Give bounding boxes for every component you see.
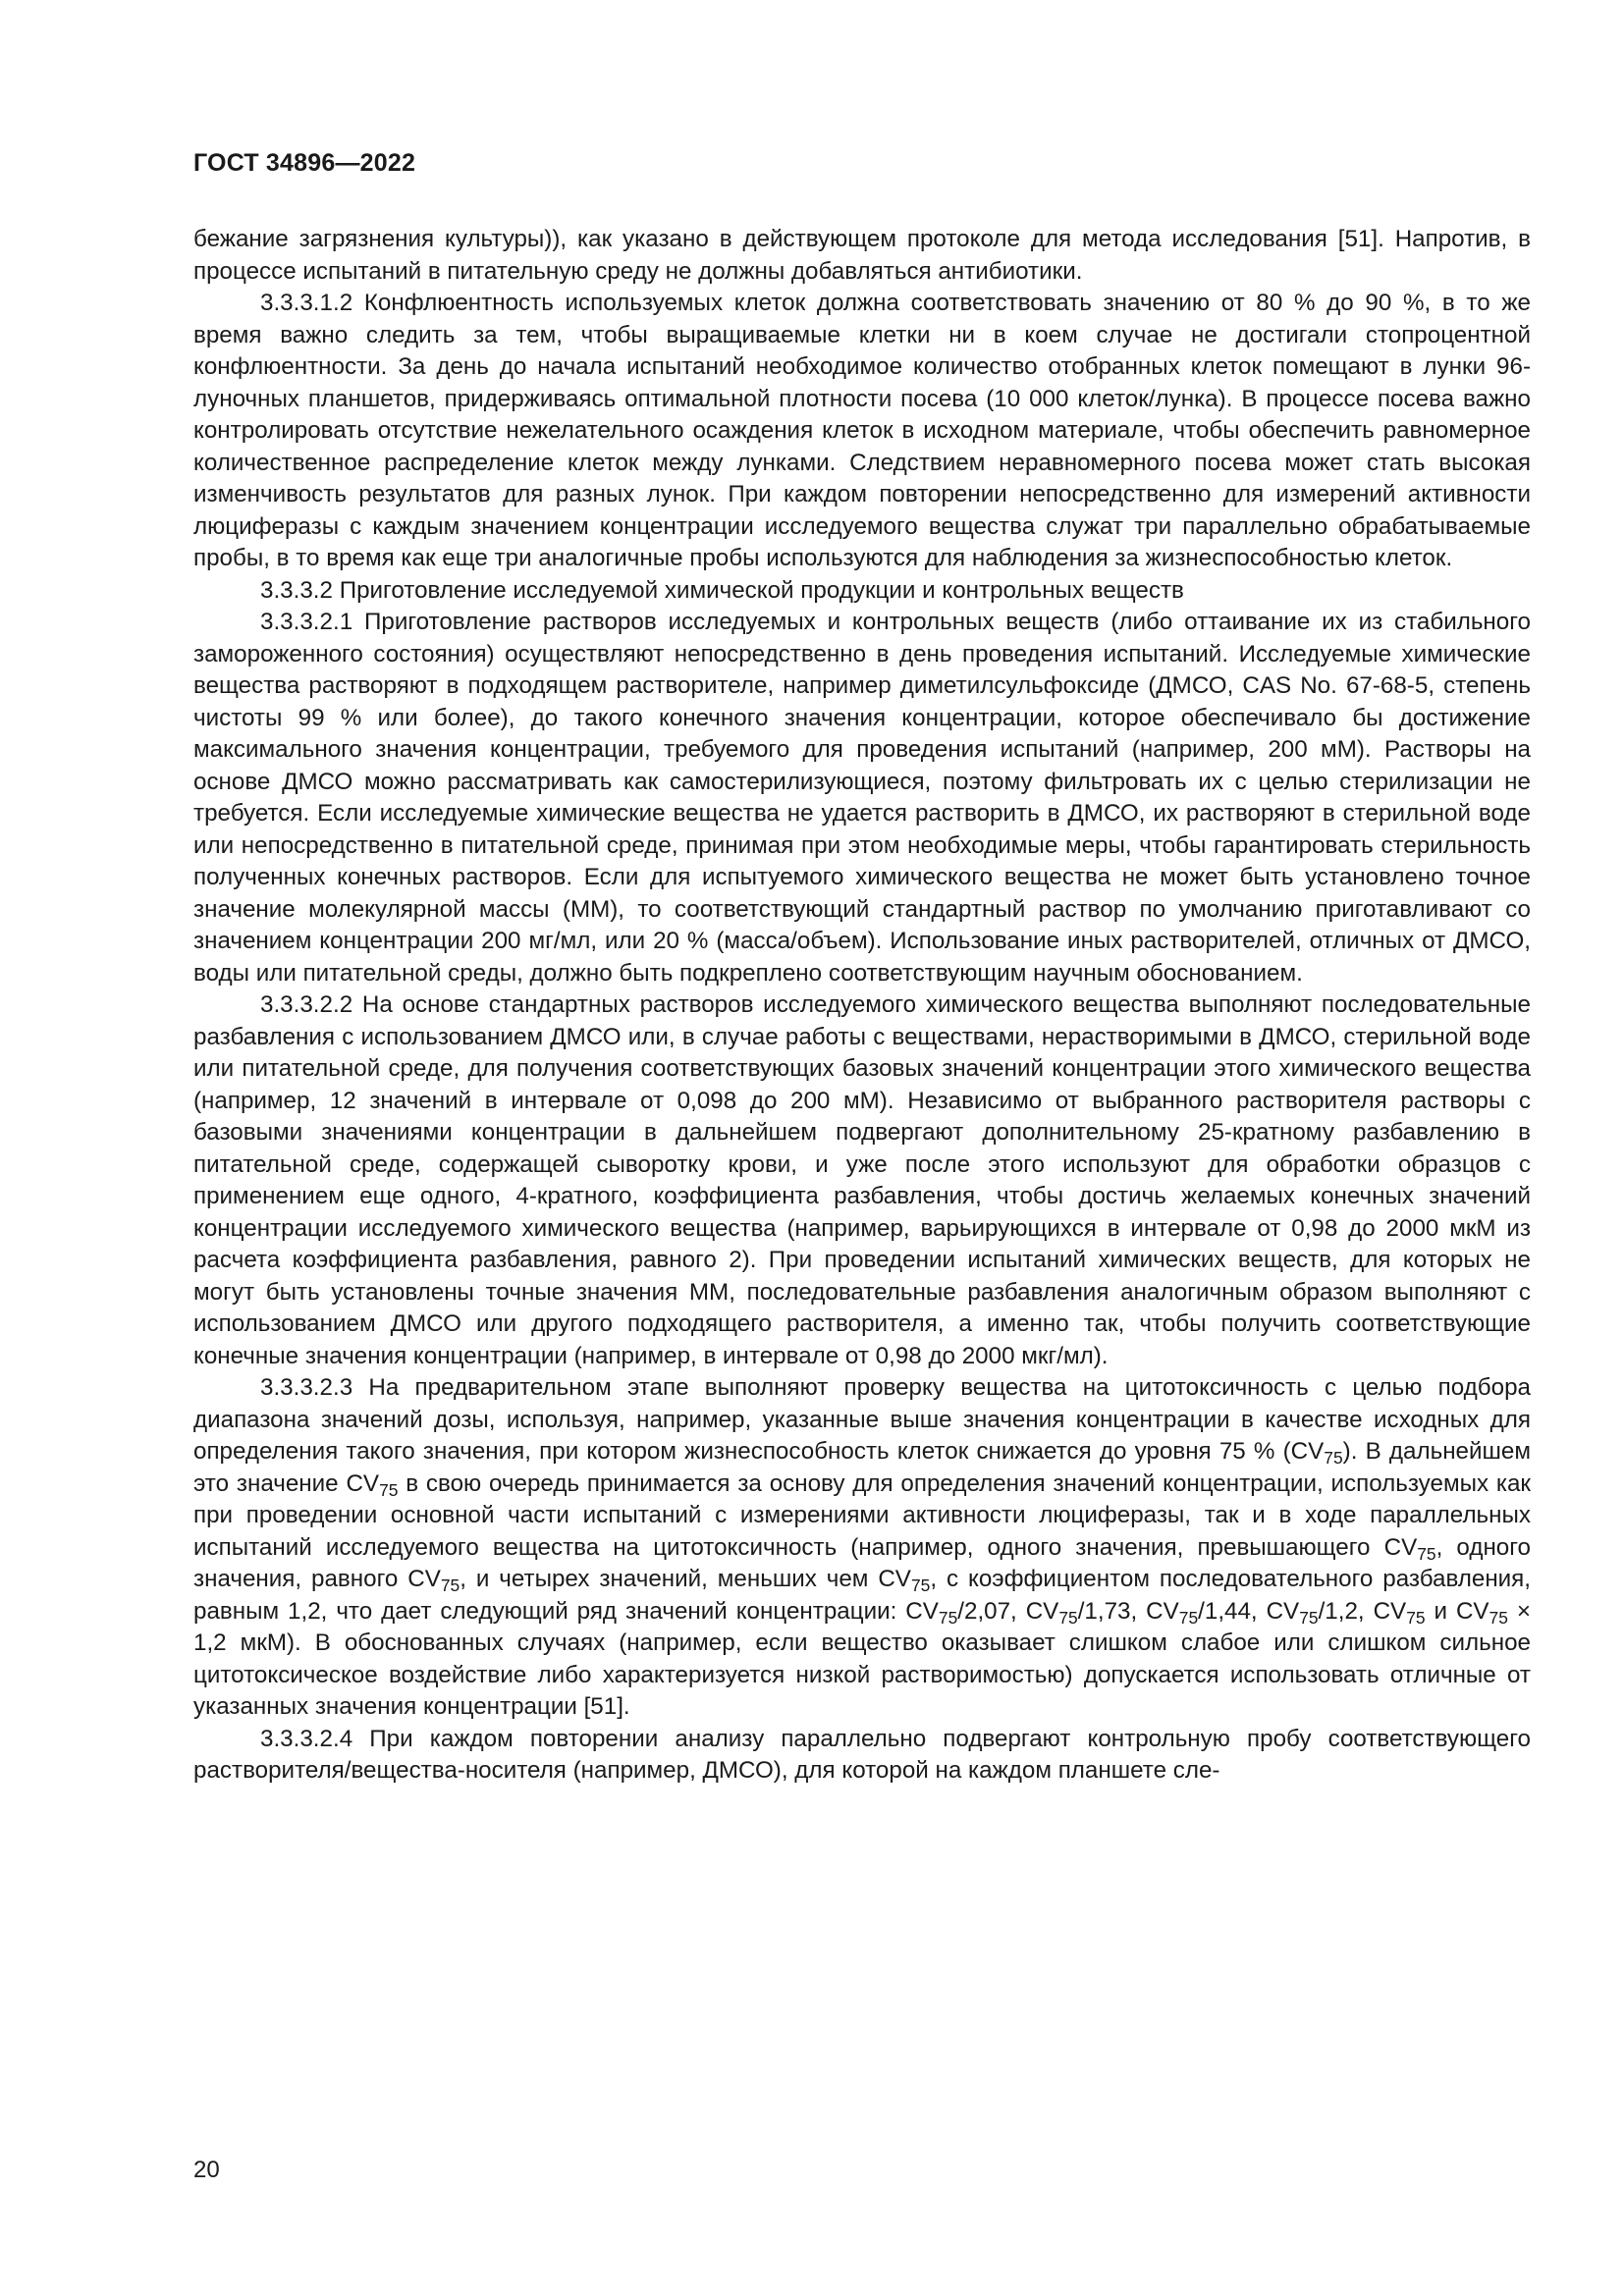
- text-segment: /2,07,: [957, 1597, 1026, 1625]
- document-body: [193, 224, 1531, 1788]
- paragraph-continuation: [193, 224, 1531, 288]
- text-segment: и: [1425, 1597, 1456, 1625]
- cv-subscript: 75: [440, 1575, 460, 1596]
- cv75-symbol: [346, 1469, 399, 1500]
- cv-label: CV: [407, 1566, 441, 1592]
- section-title: Приготовление исследуемой химической продукции и контрольных веществ: [339, 576, 1184, 604]
- cv-label: CV: [1383, 1533, 1418, 1561]
- page-number: 20: [193, 2157, 220, 2183]
- document-standard-id: ГОСТ 34896—2022: [193, 149, 416, 177]
- cv-label: CV: [1025, 1597, 1059, 1625]
- cv-subscript: 75: [938, 1607, 958, 1628]
- text-segment: /1,73,: [1077, 1597, 1147, 1625]
- paragraph-3-3-3-2-4: [193, 1724, 1531, 1788]
- paragraph-text: При каждом повторении анализу параллельно подвергают контрольную пробу соответствующего растворителя/вещества-носителя (например, ДМСО), для которой на каждом планшете сле-: [193, 1725, 1531, 1784]
- cv75-symbol: [1383, 1533, 1436, 1564]
- cv75-symbol: [905, 1597, 958, 1628]
- paragraph-number: 3.3.3.2.2: [260, 991, 353, 1018]
- cv-subscript: 75: [1406, 1607, 1426, 1628]
- paragraph-3-3-3-1-2: [193, 288, 1531, 575]
- section-number: 3.3.3.2: [260, 576, 333, 604]
- cv-label: CV: [1455, 1597, 1489, 1625]
- cv75-symbol: [407, 1566, 460, 1596]
- cv75-symbol: [1455, 1597, 1508, 1628]
- text-segment: × 1,2 мкМ). В обоснованных случаях (например, если вещество оказывает слишком слабое или слишком сильное цитотоксическое воздействие либо характеризуется низкой растворимостью) допускается использовать отличные от указанных значения концентрации [51].: [193, 1597, 1531, 1720]
- paragraph-3-3-3-2-3: [193, 1372, 1531, 1724]
- cv75-symbol: [1266, 1597, 1319, 1628]
- cv-subscript: 75: [1058, 1607, 1078, 1628]
- paragraph-text: Конфлюентность используемых клеток должна соответствовать значению от 80 % до 90 %, в то же время важно следить за тем, чтобы выращиваемые клетки ни в коем случае не достигали стопроцентной конфлюентности. За день до начала испытаний необходимое количество отобранных клеток помещают в лунки 96-луночных планшетов, придерживаясь оптимальной плотности посева (10 000 клеток/лунка). В процессе посева важно контролировать отсутствие нежелательного осаждения клеток в исходном материале, чтобы обеспечить равномерное количественное распределение клеток между лунками. Следствием неравномерного посева может стать высокая изменчивость результатов для разных лунок. При каждом повторении непосредственно для измерений активности люциферазы с каждым значением концентрации исследуемого вещества служат три параллельно обрабатываемые пробы, в то время как еще три аналогичные пробы используются для наблюдения за жизнеспособностью клеток.: [193, 290, 1531, 571]
- text-segment: в свою очередь принимается за основу для определения значений концентрации, используемых как при проведении основной части испытаний с измерениями активности люциферазы, так и в ходе параллельных испытаний исследуемого вещества на цитотоксичность (например, одного значения, превышающего: [193, 1469, 1532, 1561]
- text-segment: /1,2,: [1318, 1597, 1374, 1625]
- cv75-symbol: [1290, 1438, 1343, 1468]
- paragraph-3-3-3-2-2: [193, 989, 1531, 1372]
- cv-subscript: 75: [379, 1479, 399, 1500]
- cv-subscript: 75: [1299, 1607, 1319, 1628]
- paragraph-number: 3.3.3.2.1: [260, 609, 353, 635]
- cv-label: CV: [1373, 1597, 1407, 1625]
- cv-subscript: 75: [1178, 1607, 1199, 1628]
- paragraph-number: 3.3.3.1.2: [260, 290, 353, 316]
- cv75-symbol: [1146, 1597, 1199, 1628]
- cv-subscript: 75: [1489, 1607, 1508, 1628]
- text-segment: /1,44,: [1198, 1597, 1267, 1625]
- paragraph-text: Приготовление растворов исследуемых и контрольных веществ (либо оттаивание их из стабильного замороженного состояния) осуществляют непосредственно в день проведения испытаний. Исследуемые химические вещества растворяют в подходящем растворителе, например диметилсульфоксиде (ДМСО, CAS No. 67-68-5, степень чистоты 99 % или более), до такого конечного значения концентрации, которое обеспечивало бы достижение максимального значения концентрации, требуемого для проведения испытаний (например, 200 мМ). Растворы на основе ДМСО можно рассматривать как самостерилизующиеся, поэтому фильтровать их с целью стерилизации не требуется. Если исследуемые химические вещества не удается растворить в ДМСО, их растворяют в стерильной воде или непосредственно в питательной среде, принимая при этом необходимые меры, чтобы гарантировать стерильность полученных конечных растворов. Если для испытуемого химического вещества не может быть установлено точное значение молекулярной массы (ММ), то соответствующий стандартный раствор по умолчанию приготавливают со значением концентрации 200 мг/мл, или 20 % (масса/объем). Использование иных растворителей, отличных от ДМСО, воды или питательной среды, должно быть подкреплено соответствующим научным обоснованием.: [193, 609, 1531, 987]
- cv-label: CV: [878, 1566, 911, 1592]
- text-segment: , и четырех значений, меньших чем: [460, 1566, 879, 1592]
- cv-subscript: 75: [1417, 1543, 1436, 1564]
- cv75-symbol: [1373, 1597, 1426, 1628]
- text-segment: ). В дальнейшем это значение: [193, 1438, 1532, 1497]
- paragraph-text: На основе стандартных растворов исследуемого химического вещества выполняют последовательные разбавления с использованием ДМСО или, в случае работы с веществами, нерастворимыми в ДМСО, стерильной воде или питательной среде, для получения соответствующих базовых значений концентрации этого химического вещества (например, 12 значений в интервале от 0,098 до 200 мМ). Независимо от выбранного растворителя растворы с базовыми значениями концентрации в дальнейшем подвергают дополнительному 25-кратному разбавлению в питательной среде, содержащей сыворотку крови, и уже после этого используют для обработки образцов с применением еще одного, 4-кратного, коэффициента разбавления, чтобы достичь желаемых конечных значений концентрации исследуемого химического вещества (например, варьирующихся в интервале от 0,98 до 2000 мкМ из расчета коэффициента разбавления, равного 2). При проведении испытаний химических веществ, для которых не могут быть установлены точные значения ММ, последовательные разбавления аналогичным образом выполняют с использованием ДМСО или другого подходящего растворителя, а именно так, чтобы получить соответствующие конечные значения концентрации (например, в интервале от 0,98 до 2000 мкг/мл).: [193, 991, 1531, 1369]
- section-heading-3-3-3-2: [193, 575, 1531, 608]
- cv-label: CV: [1266, 1597, 1300, 1625]
- text-segment: , одного значения, равного: [193, 1533, 1531, 1592]
- cv-subscript: 75: [910, 1575, 931, 1596]
- cv75-symbol: [1025, 1597, 1078, 1628]
- cv-subscript: 75: [1324, 1448, 1343, 1468]
- text-segment: , с коэффициентом последовательного разбавления, равным 1,2, что дает следующий ряд значений концентрации:: [193, 1566, 1532, 1625]
- paragraph-3-3-3-2-1: [193, 607, 1531, 989]
- cv-label: CV: [905, 1597, 939, 1625]
- cv-label: CV: [1290, 1438, 1325, 1465]
- paragraph-number: 3.3.3.2.3: [260, 1374, 353, 1401]
- cv-label: CV: [1146, 1597, 1179, 1625]
- text-segment: На предварительном этапе выполняют проверку вещества на цитотоксичность с целью подбора диапазона значений дозы, используя, например, указанные выше значения концентрации в качестве исходных для определения такого значения, при котором жизнеспособность клеток снижается до уровня 75 % (: [193, 1374, 1531, 1465]
- cv75-symbol: [878, 1566, 931, 1596]
- cv-label: CV: [346, 1469, 380, 1497]
- paragraph-number: 3.3.3.2.4: [260, 1725, 353, 1752]
- paragraph-text: бежание загрязнения культуры)), как указано в действующем протоколе для метода исследования [51]. Напротив, в процессе испытаний в питательную среду не должны добавляться антибиотики.: [193, 226, 1531, 285]
